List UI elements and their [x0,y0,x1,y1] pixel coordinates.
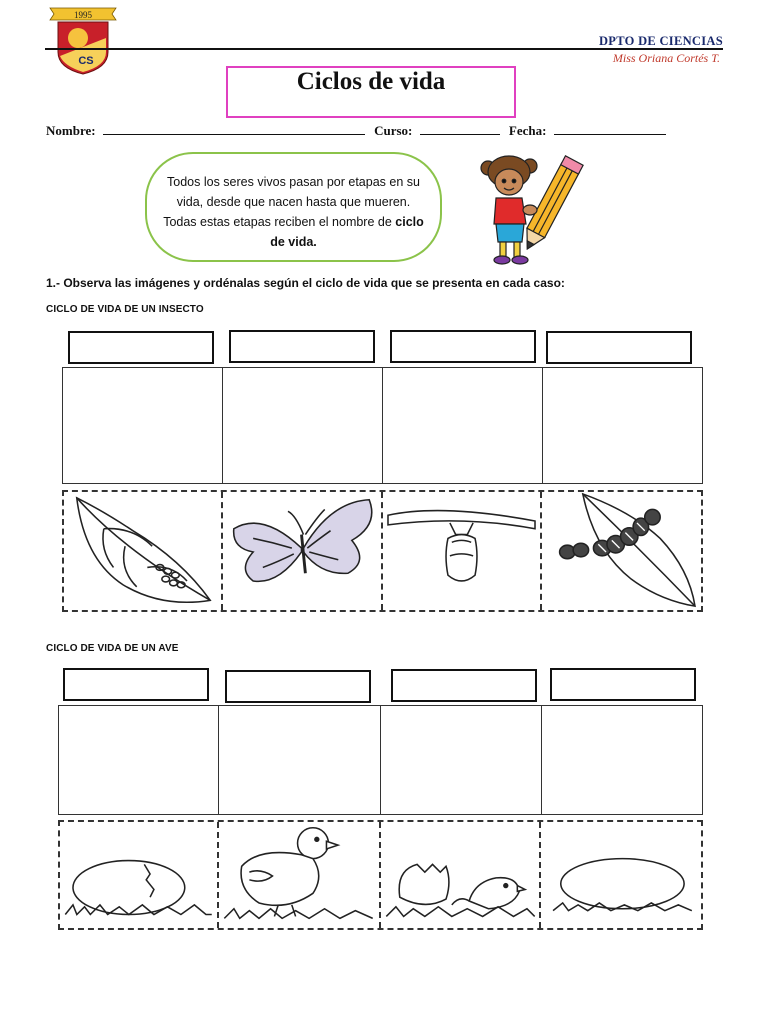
bird-answer-box-4[interactable] [550,668,696,701]
insect-drawing-grid [62,367,703,484]
girl-with-pencil-illustration [478,150,588,268]
course-field[interactable] [420,123,500,135]
bird-drawing-cell[interactable] [219,706,382,814]
bird-answer-box-2[interactable] [225,670,371,703]
cracked-egg-picture[interactable] [60,822,219,928]
bird-answer-box-1[interactable] [63,668,209,701]
caterpillar-icon [542,492,701,610]
bird-drawing-cell[interactable] [59,706,219,814]
instruction-text: 1.- Observa las imágenes y ordénalas según el ciclo de vida que se presenta en cada caso: [46,276,565,290]
insect-drawing-cell[interactable] [63,368,223,483]
page-title: Ciclos de vida [296,68,446,95]
chrysalis-icon [383,492,540,610]
department-name: DPTO DE CIENCIAS [598,34,723,48]
caterpillar-picture[interactable] [542,492,701,610]
teacher-name: Miss Oriana Cortés T. [612,51,720,65]
course-label: Curso: [374,123,413,138]
insect-drawing-cell[interactable] [543,368,703,483]
butterfly-icon [223,492,381,610]
insect-answer-box-2[interactable] [229,330,375,363]
insect-answer-box-4[interactable] [546,331,692,364]
hatching-chick-icon [381,822,539,928]
name-label: Nombre: [46,123,96,138]
school-logo [46,4,120,76]
hatching-chick-picture[interactable] [381,822,541,928]
whole-egg-picture[interactable] [541,822,701,928]
date-field[interactable] [554,123,666,135]
intro-body: Todos los seres vivos pasan por etapas en su vida, desde que nacen hasta que mueren. Todas estas etapas reciben el nombre de [163,175,420,229]
bird-drawing-cell[interactable] [381,706,542,814]
bird-section-label: CICLO DE VIDA DE UN AVE [46,643,179,654]
student-fields [46,123,672,139]
leaf-with-eggs-picture[interactable] [64,492,223,610]
header-rule [45,48,723,50]
insect-section-label: CICLO DE VIDA DE UN INSECTO [46,304,204,315]
logo-initials: CS [78,55,94,67]
insect-drawing-cell[interactable] [383,368,543,483]
chick-picture[interactable] [219,822,381,928]
bird-drawing-grid [58,705,703,815]
bird-drawing-cell[interactable] [542,706,703,814]
chick-icon [219,822,379,928]
insect-answer-box-1[interactable] [68,331,214,364]
insect-picture-row [62,490,703,612]
insect-answer-box-3[interactable] [390,330,536,363]
whole-egg-icon [541,822,701,928]
bird-picture-row [58,820,703,930]
bird-answer-box-3[interactable] [391,669,537,702]
logo-year: 1995 [74,10,92,20]
insect-drawing-cell[interactable] [223,368,384,483]
name-field[interactable] [103,123,365,135]
intro-text [160,172,427,252]
butterfly-picture[interactable] [223,492,383,610]
chrysalis-picture[interactable] [383,492,542,610]
date-label: Fecha: [508,123,547,138]
leaf-with-eggs-icon [64,492,221,610]
cracked-egg-icon [60,822,217,928]
intro-highlight: ciclo de vida. [270,215,424,249]
